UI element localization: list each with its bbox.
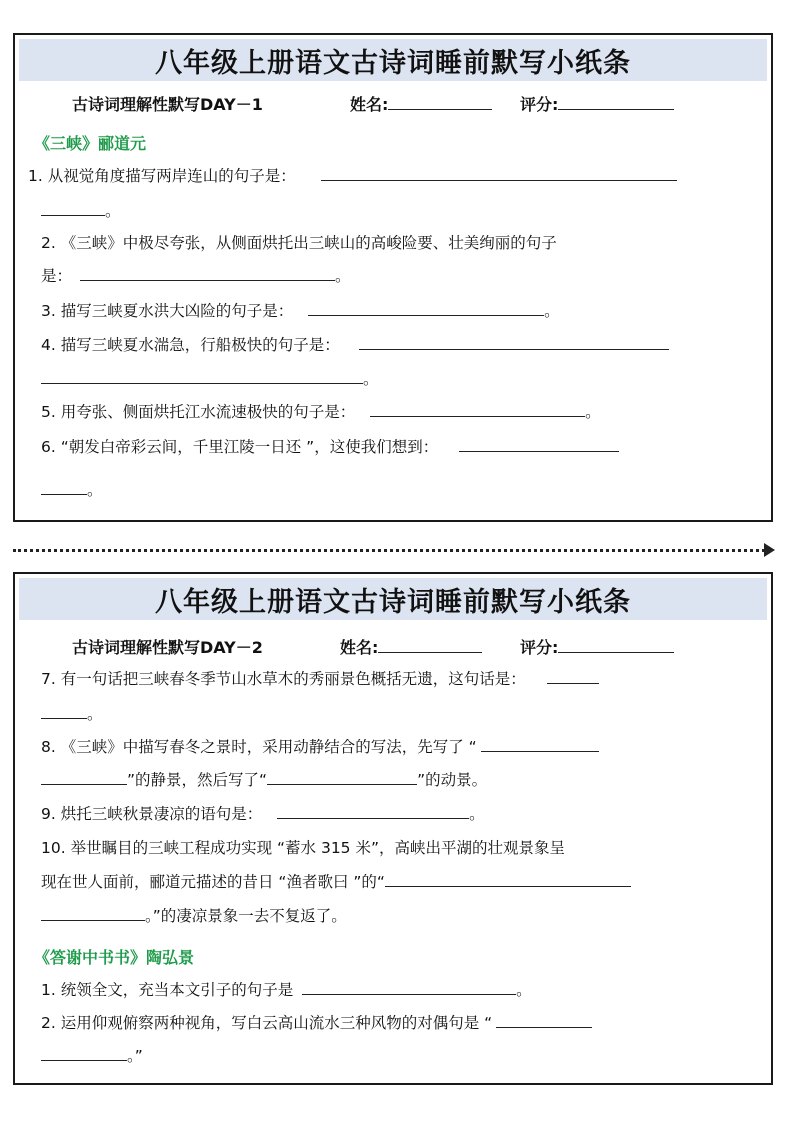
- name-field[interactable]: 姓名:: [350, 92, 492, 115]
- question-5: 5. 用夸张、侧面烘托江水流速极快的句子是： 。: [41, 403, 601, 421]
- question-1-cont: 。: [41, 201, 121, 221]
- answer-blank[interactable]: [277, 817, 469, 819]
- answer-blank[interactable]: [41, 919, 145, 921]
- answer-blank[interactable]: [459, 450, 619, 452]
- question-3: 3. 描写三峡夏水洪大凶险的句子是： 。: [41, 302, 560, 320]
- section-heading: 《三峡》郦道元: [34, 134, 147, 153]
- question-7-cont: 。: [41, 704, 103, 724]
- question-2-cont: 是： 。: [41, 267, 351, 285]
- answer-blank[interactable]: [481, 750, 599, 752]
- score-blank[interactable]: [558, 651, 674, 653]
- score-blank[interactable]: [558, 108, 674, 110]
- question-2: 2. 《三峡》中极尽夸张，从侧面烘托出三峡山的高峻险要、壮美绚丽的句子: [41, 234, 557, 252]
- arrow-head-icon: [764, 543, 775, 557]
- question-6-cont: 。: [41, 480, 103, 500]
- dotted-arrow-separator: [13, 549, 775, 553]
- question-12: 2. 运用仰观俯察两种视角，写白云高山流水三种风物的对偶句是 “: [41, 1013, 592, 1033]
- answer-blank[interactable]: [41, 783, 127, 785]
- answer-blank[interactable]: [41, 717, 87, 719]
- answer-blank[interactable]: [359, 348, 669, 350]
- dotted-line: [13, 549, 765, 552]
- answer-blank[interactable]: [80, 279, 335, 281]
- question-4-cont: 。: [41, 369, 379, 389]
- answer-blank[interactable]: [41, 1059, 127, 1061]
- question-12-cont: 。”: [41, 1046, 143, 1066]
- question-10-cont: 现在世人面前，郦道元描述的昔日 “渔者歌曰 ”的“: [41, 872, 631, 892]
- question-11: 1. 统领全文，充当本文引子的句子是 。: [41, 981, 532, 999]
- question-10: 10. 举世瞩目的三峡工程成功实现 “蓄水 315 米”，高峡出平湖的壮观景象呈: [41, 839, 566, 857]
- question-7: 7. 有一句话把三峡春冬季节山水草木的秀丽景色概括无遗，这句话是：: [41, 669, 599, 689]
- answer-blank[interactable]: [496, 1026, 592, 1028]
- section-heading: 《答谢中书书》陶弘景: [34, 948, 195, 967]
- answer-blank[interactable]: [41, 493, 87, 495]
- answer-blank[interactable]: [41, 214, 105, 216]
- slip-subtitle: 古诗词理解性默写DAY－1: [72, 95, 263, 114]
- question-10-end: 。”的凄凉景象一去不复返了。: [41, 906, 347, 926]
- name-blank[interactable]: [378, 651, 482, 653]
- answer-blank[interactable]: [302, 993, 516, 995]
- answer-blank[interactable]: [267, 783, 417, 785]
- question-4: 4. 描写三峡夏水湍急，行船极快的句子是：: [41, 335, 669, 355]
- score-field[interactable]: 评分:: [520, 92, 674, 115]
- question-8-cont: ”的静景，然后写了“ ”的动景。: [41, 770, 487, 790]
- slip-title: 八年级上册语文古诗词睡前默写小纸条: [19, 39, 767, 81]
- name-field[interactable]: 姓名:: [340, 635, 482, 658]
- slip-subtitle: 古诗词理解性默写DAY－2: [72, 638, 263, 657]
- question-6: 6. “朝发白帝彩云间，千里江陵一日还 ”，这使我们想到：: [41, 437, 619, 457]
- score-field[interactable]: 评分:: [520, 635, 674, 658]
- answer-blank[interactable]: [547, 682, 599, 684]
- answer-blank[interactable]: [385, 885, 631, 887]
- name-blank[interactable]: [388, 108, 492, 110]
- question-9: 9. 烘托三峡秋景凄凉的语句是： 。: [41, 805, 485, 823]
- answer-blank[interactable]: [41, 382, 363, 384]
- question-8: 8. 《三峡》中描写春冬之景时，采用动静结合的写法，先写了 “: [41, 737, 599, 757]
- answer-blank[interactable]: [370, 415, 585, 417]
- slip-title: 八年级上册语文古诗词睡前默写小纸条: [19, 578, 767, 620]
- question-1: 1. 从视觉角度描写两岸连山的句子是：: [28, 166, 677, 186]
- answer-blank[interactable]: [321, 179, 677, 181]
- answer-blank[interactable]: [308, 314, 544, 316]
